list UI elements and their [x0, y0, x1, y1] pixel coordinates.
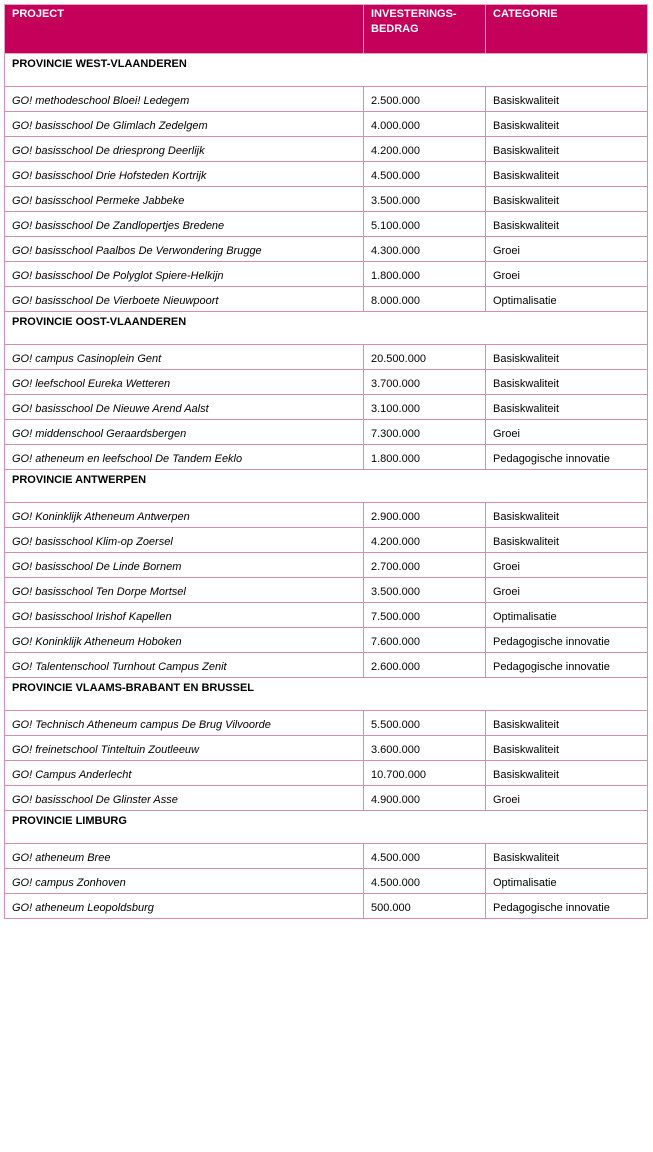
amount-cell: 3.100.000 [364, 395, 486, 420]
category-cell: Pedagogische innovatie [486, 445, 648, 470]
project-cell: GO! basisschool Irishof Kapellen [5, 603, 364, 628]
table-row [5, 187, 648, 212]
table-row [5, 212, 648, 237]
amount-cell: 5.500.000 [364, 711, 486, 736]
table-row [5, 736, 648, 761]
province-title: PROVINCIE ANTWERPEN [5, 470, 648, 503]
project-cell: GO! atheneum Leopoldsburg [5, 894, 364, 919]
category-cell: Optimalisatie [486, 869, 648, 894]
province-title: PROVINCIE LIMBURG [5, 811, 648, 844]
table-row [5, 370, 648, 395]
table-row [5, 87, 648, 112]
amount-cell: 3.700.000 [364, 370, 486, 395]
project-cell: GO! Technisch Atheneum campus De Brug Vilvoorde [5, 711, 364, 736]
category-cell: Groei [486, 553, 648, 578]
province-section-row [5, 470, 648, 503]
amount-cell: 2.900.000 [364, 503, 486, 528]
table-row [5, 869, 648, 894]
table-row [5, 553, 648, 578]
category-cell: Basiskwaliteit [486, 137, 648, 162]
amount-cell: 4.500.000 [364, 844, 486, 869]
amount-cell: 7.300.000 [364, 420, 486, 445]
category-cell: Basiskwaliteit [486, 528, 648, 553]
amount-cell: 4.500.000 [364, 162, 486, 187]
category-cell: Basiskwaliteit [486, 844, 648, 869]
amount-cell: 5.100.000 [364, 212, 486, 237]
project-cell: GO! basisschool Drie Hofsteden Kortrijk [5, 162, 364, 187]
category-cell: Basiskwaliteit [486, 370, 648, 395]
project-cell: GO! basisschool Klim-op Zoersel [5, 528, 364, 553]
province-section-row [5, 811, 648, 844]
category-cell: Basiskwaliteit [486, 187, 648, 212]
project-cell: GO! basisschool Ten Dorpe Mortsel [5, 578, 364, 603]
header-category: CATEGORIE [486, 5, 648, 54]
category-cell: Pedagogische innovatie [486, 653, 648, 678]
project-cell: GO! leefschool Eureka Wetteren [5, 370, 364, 395]
table-row [5, 503, 648, 528]
table-row [5, 237, 648, 262]
province-title: PROVINCIE VLAAMS-BRABANT EN BRUSSEL [5, 678, 648, 711]
amount-cell: 3.500.000 [364, 578, 486, 603]
project-cell: GO! basisschool De Vierboete Nieuwpoort [5, 287, 364, 312]
table-row [5, 345, 648, 370]
province-section-row [5, 312, 648, 345]
project-cell: GO! middenschool Geraardsbergen [5, 420, 364, 445]
table-row [5, 844, 648, 869]
amount-cell: 10.700.000 [364, 761, 486, 786]
project-cell: GO! basisschool De Glinster Asse [5, 786, 364, 811]
category-cell: Pedagogische innovatie [486, 628, 648, 653]
header-amount [364, 5, 486, 54]
investment-table [4, 4, 648, 919]
category-cell: Basiskwaliteit [486, 761, 648, 786]
table-row [5, 528, 648, 553]
project-cell: GO! freinetschool Tinteltuin Zoutleeuw [5, 736, 364, 761]
amount-cell: 7.600.000 [364, 628, 486, 653]
province-section-row [5, 54, 648, 87]
amount-cell: 4.300.000 [364, 237, 486, 262]
category-cell: Basiskwaliteit [486, 112, 648, 137]
table-row [5, 137, 648, 162]
table-row [5, 287, 648, 312]
amount-cell: 4.200.000 [364, 528, 486, 553]
amount-cell: 8.000.000 [364, 287, 486, 312]
table-row [5, 603, 648, 628]
amount-cell: 500.000 [364, 894, 486, 919]
project-cell: GO! Koninklijk Atheneum Hoboken [5, 628, 364, 653]
amount-cell: 4.900.000 [364, 786, 486, 811]
category-cell: Groei [486, 262, 648, 287]
project-cell: GO! basisschool De Nieuwe Arend Aalst [5, 395, 364, 420]
header-amount-line2: BEDRAG [371, 23, 419, 35]
amount-cell: 3.500.000 [364, 187, 486, 212]
project-cell: GO! basisschool Permeke Jabbeke [5, 187, 364, 212]
category-cell: Pedagogische innovatie [486, 894, 648, 919]
table-row [5, 628, 648, 653]
category-cell: Groei [486, 578, 648, 603]
project-cell: GO! Campus Anderlecht [5, 761, 364, 786]
table-row [5, 761, 648, 786]
amount-cell: 2.700.000 [364, 553, 486, 578]
table-body [5, 54, 648, 919]
category-cell: Basiskwaliteit [486, 162, 648, 187]
category-cell: Basiskwaliteit [486, 711, 648, 736]
category-cell: Basiskwaliteit [486, 503, 648, 528]
project-cell: GO! basisschool De Polyglot Spiere-Helkijn [5, 262, 364, 287]
table-row [5, 112, 648, 137]
amount-cell: 4.500.000 [364, 869, 486, 894]
table-row [5, 262, 648, 287]
category-cell: Basiskwaliteit [486, 87, 648, 112]
amount-cell: 20.500.000 [364, 345, 486, 370]
project-cell: GO! Talentenschool Turnhout Campus Zenit [5, 653, 364, 678]
table-row [5, 395, 648, 420]
category-cell: Basiskwaliteit [486, 395, 648, 420]
table-row [5, 786, 648, 811]
amount-cell: 2.600.000 [364, 653, 486, 678]
project-cell: GO! atheneum en leefschool De Tandem Eeklo [5, 445, 364, 470]
category-cell: Optimalisatie [486, 603, 648, 628]
table-row [5, 162, 648, 187]
amount-cell: 1.800.000 [364, 445, 486, 470]
table-row [5, 445, 648, 470]
table-row [5, 420, 648, 445]
header-amount-line1: INVESTERINGS- [371, 8, 457, 20]
category-cell: Groei [486, 237, 648, 262]
category-cell: Optimalisatie [486, 287, 648, 312]
project-cell: GO! basisschool De Glimlach Zedelgem [5, 112, 364, 137]
amount-cell: 3.600.000 [364, 736, 486, 761]
project-cell: GO! atheneum Bree [5, 844, 364, 869]
project-cell: GO! basisschool De driesprong Deerlijk [5, 137, 364, 162]
table-row [5, 711, 648, 736]
project-cell: GO! methodeschool Bloei! Ledegem [5, 87, 364, 112]
table-row [5, 653, 648, 678]
province-section-row [5, 678, 648, 711]
category-cell: Groei [486, 786, 648, 811]
header-row [5, 5, 648, 54]
project-cell: GO! basisschool De Linde Bornem [5, 553, 364, 578]
project-cell: GO! Koninklijk Atheneum Antwerpen [5, 503, 364, 528]
province-title: PROVINCIE WEST-VLAANDEREN [5, 54, 648, 87]
category-cell: Basiskwaliteit [486, 736, 648, 761]
project-cell: GO! campus Casinoplein Gent [5, 345, 364, 370]
project-cell: GO! basisschool De Zandlopertjes Bredene [5, 212, 364, 237]
amount-cell: 4.000.000 [364, 112, 486, 137]
category-cell: Basiskwaliteit [486, 345, 648, 370]
table-row [5, 894, 648, 919]
category-cell: Groei [486, 420, 648, 445]
amount-cell: 1.800.000 [364, 262, 486, 287]
table-header [5, 5, 648, 54]
project-cell: GO! campus Zonhoven [5, 869, 364, 894]
project-cell: GO! basisschool Paalbos De Verwondering Brugge [5, 237, 364, 262]
amount-cell: 7.500.000 [364, 603, 486, 628]
header-project: PROJECT [5, 5, 364, 54]
amount-cell: 4.200.000 [364, 137, 486, 162]
province-title: PROVINCIE OOST-VLAANDEREN [5, 312, 648, 345]
table-row [5, 578, 648, 603]
category-cell: Basiskwaliteit [486, 212, 648, 237]
amount-cell: 2.500.000 [364, 87, 486, 112]
